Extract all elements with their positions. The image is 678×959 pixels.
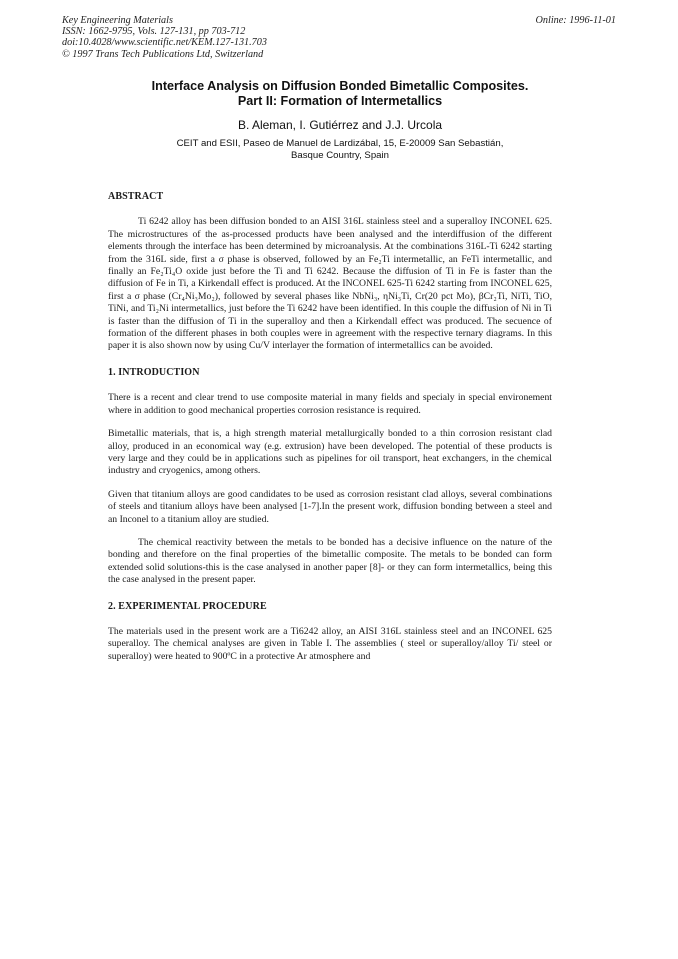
journal-name: Key Engineering Materials	[62, 15, 173, 26]
abstract-text: Ti 6242 alloy has been diffusion bonded to an AISI 316L stainless steel and a superalloy INCONEL 625. The microstructures of the as-processed products have been analysed and the interdiffusion of the different elements through the interface has been determined by microanalysis. At the combinations 316L-Ti 6242 starting from the 316L side, first a σ phase is observed, followed by an Fe₂Ti intermetallic, an FeTi intermetallic, and finally an Fe₂Ti₄O oxide just before the Ti and Ti 6242. Because the diffusion of Ti in Fe is faster than the diffusion of Fe in Ti, a Kirkendall effect is produced. At the INCONEL 625-Ti 6242 starting from INCONEL 625, first a σ phase (Cr₄Ni₃Mo₂), followed by several phases like NbNi₃, ηNi₃Ti, Cr(20 pct Mo), βCr₂Ti, NiTi, TiO, TiNi, and Ti₂Ni intermetallics, just before the Ti 6242 have been identified. In this couple the diffusion of Ni in Ti is faster than the diffusion of Ti in the superalloy and then a Kirkendall effect was produced. The secuence of formation of the different phases in both couples were in agreement with the respective ternary diagrams. In this paper it is also shown now by using Cu/V interlayer the formation of intermetallics can be avoided.	[108, 216, 552, 352]
affiliation-line-1: CEIT and ESII, Paseo de Manuel de Lardizábal, 15, E-20009 San Sebastián,	[176, 138, 504, 149]
copyright-line: © 1997 Trans Tech Publications Ltd, Switzerland	[62, 48, 264, 60]
intro-paragraph-2: Bimetallic materials, that is, a high strength material metallurgically bonded to a thin corrosion resistant clad alloy, produced in an economical way (e.g. extrusion) have been developed. The potential of these products is very large and they could be in applications such as pipelines for oil transport, heat exchangers, in the chemical industry and cryogenics, among others.	[108, 428, 552, 477]
intro-paragraph-4: The chemical reactivity between the metals to be bonded has a decisive influence on the nature of the bonding and therefore on the final properties of the bimetallic composite. The metals to be bonded can form extended solid solutions-this is the case analysed in another paper [8]- or they can form intermetallics, being this the case analysed in the present paper.	[108, 536, 552, 586]
experimental-heading: 2. EXPERIMENTAL PROCEDURE	[108, 600, 267, 612]
introduction-heading: 1. INTRODUCTION	[108, 366, 200, 378]
doi-line: doi:10.4028/www.scientific.net/KEM.127-131.703	[62, 37, 267, 49]
issn-line: ISSN: 1662-9795, Vols. 127-131, pp 703-712	[62, 26, 246, 38]
title-line-2: Part II: Formation of Intermetallics	[237, 93, 443, 108]
affiliation-line-2: Basque Country, Spain	[291, 150, 389, 161]
title-line-1: Interface Analysis on Diffusion Bonded Bimetallic Composites.	[151, 79, 529, 93]
paper-title	[80, 79, 600, 108]
affiliation	[90, 138, 590, 162]
intro-paragraph-1: There is a recent and clear trend to use composite material in many fields and specialy in special environement where in addition to good mechanical properties corrosion resistance is required.	[108, 392, 552, 416]
experimental-paragraph-1: The materials used in the present work are a Ti6242 alloy, an AISI 316L stainless steel and an INCONEL 625 superalloy. The chemical analyses are given in Table I. The assemblies ( steel or superalloy/alloy Ti/ steel or superalloy) were heated to 900ºC in a protective Ar atmosphere and	[108, 625, 552, 662]
journal-header	[62, 15, 267, 60]
authors: B. Aleman, I. Gutiérrez and J.J. Urcola	[237, 118, 443, 132]
paper-body	[108, 191, 552, 674]
online-date: Online: 1996-11-01	[535, 15, 616, 26]
intro-paragraph-3: Given that titanium alloys are good candidates to be used as corrosion resistant clad alloys, several combinations of steels and titanium alloys have been analysed [1-7].In the present work, diffusion bonding between a steel and an Inconel to a titanium alloy are studied.	[108, 488, 552, 525]
abstract-heading: ABSTRACT	[108, 191, 164, 202]
